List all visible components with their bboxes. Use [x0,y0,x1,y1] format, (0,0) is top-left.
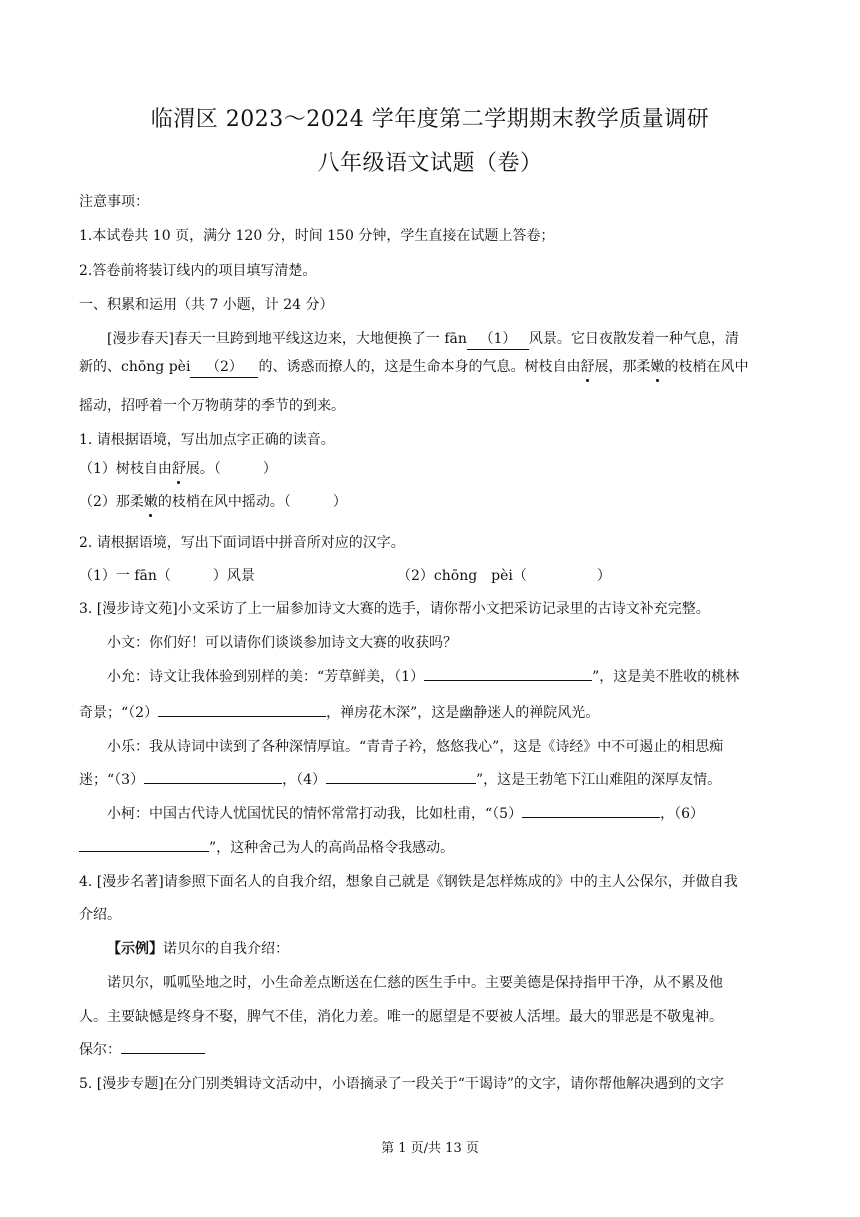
q3-xiaoke-text: ”，这种舍己为人的高尚品格令我感动。 [209,840,455,856]
q3-xiaoyun-line-1 [107,667,784,687]
blank-2: （2） [190,357,258,378]
answer-blank-5 [522,817,660,818]
q1-item-b-text: （2）那柔 [79,494,144,510]
notes-heading: 注意事项： [79,194,149,210]
q2-stem: 2. 请根据语境，写出下面词语中拼音所对应的汉字。 [79,535,405,551]
passage-text: 展，那柔 [594,359,651,375]
answer-blank-6 [79,851,209,852]
q1-item-a [79,459,784,479]
q3-xiaoyun-text: 奇景；“（2） [79,705,159,721]
passage-text: 风景。它日夜散发着一种气息，清 [528,331,739,347]
q4-example-heading [107,939,784,959]
q3-xiaoyun-text: ，禅房花木深”，这是幽静迷人的禅院风光。 [326,705,600,721]
passage-text: [漫步春天]春天一旦跨到地平线这边来，大地便换了一 fān [107,331,467,347]
q3-xiaoke-line-2 [79,838,784,858]
q4-example-line-2: 人。主要缺憾是终身不娶，脾气不佳，消化力差。唯一的愿望是不要被人活埋。最大的罪恶是不敬鬼神。 [79,1009,723,1025]
dotted-char: 嫩 [143,494,158,510]
q3-xiaowen: 小文：你们好！可以请你们谈谈参加诗文大赛的收获吗？ [107,635,457,651]
q5-stem-line-1: 5. [漫步专题]在分门别类辑诗文活动中，小语摘录了一段关于“干谒诗”的文字，请你帮他解决遇到的文字 [79,1076,725,1092]
q3-xiaoke-text: 小柯：中国古代诗人忧国忧民的情怀常常打动我，比如杜甫，“（5） [107,806,523,822]
dotted-char-shu: 舒 [580,359,595,375]
answer-blank-1 [424,680,592,681]
q3-xiaoke-text: ，（6） [660,806,704,822]
exam-subtitle: 八年级语文试题（卷） [317,151,543,176]
passage-text: 的、诱惑而撩人的，这是生命本身的气息。树枝自由 [258,359,581,375]
q1-item-a-answer: 展。（ ） [185,461,277,477]
passage-line-2 [79,357,784,378]
example-title: 诺贝尔的自我介绍： [163,941,289,957]
q3-xiaoyun-line-2 [79,703,784,723]
q3-stem: 3. [漫步诗文苑]小文采访了上一届参加诗文大赛的选手，请你帮小文把采访记录里的古诗文补充完整。 [79,601,710,617]
answer-blank-2 [158,716,326,717]
q1-stem: 1. 请根据语境，写出加点字正确的读音。 [79,432,335,448]
notes-item-1: 1.本试卷共 10 页，满分 120 分，时间 150 分钟，学生直接在试题上答卷； [79,228,555,244]
passage-line-3: 摇动，招呼着一个万物萌芽的季节的到来。 [79,398,345,414]
exam-title: 临渭区 2023～2024 学年度第二学期期末教学质量调研 [150,107,710,132]
q4-stem-line-1: 4. [漫步名著]请参照下面名人的自我介绍，想象自己就是《钢铁是怎样炼成的》中的主人公保尔，并做自我 [79,874,738,890]
q2-item-a: （1）一 fān（ ）风景 [79,568,255,584]
page-number: 第 1 页/共 13 页 [381,1141,479,1156]
q1-item-b-answer: 的枝梢在风中摇动。（ ） [157,494,347,510]
passage-text: 的枝梢在风中 [664,359,749,375]
q3-xiaole-text: ”，这是王勃笔下江山难阻的深厚友情。 [476,772,722,788]
passage-text: 新的、chōng pèi [79,359,191,375]
answer-blank-4 [326,783,476,784]
q3-xiaole-line-1: 小乐：我从诗词中读到了各种深情厚谊。“青青子衿，悠悠我心”，这是《诗经》中不可遏止的相思痴 [107,739,724,755]
q3-xiaoke-line-1 [107,804,784,824]
q4-stem-line-2: 介绍。 [79,907,121,923]
section1-heading: 一、积累和运用（共 7 小题，计 24 分） [79,297,334,313]
q2-items [79,566,784,586]
example-label: 【示例】 [107,941,163,957]
dotted-char: 舒 [171,461,186,477]
answer-blank-paul [121,1053,205,1054]
passage-line-1 [107,329,784,350]
q1-item-a-text: （1）树枝自由 [79,461,172,477]
answer-blank-3 [144,783,282,784]
paul-label: 保尔： [79,1042,121,1058]
dotted-char-nen: 嫩 [650,359,665,375]
q3-xiaoyun-text: 小允：诗文让我体验到别样的美：“芳草鲜美，（1） [107,669,425,685]
q3-xiaole-text: ，（4） [282,772,326,788]
q1-item-b [79,492,784,512]
blank-1: （1） [467,329,529,350]
q3-xiaole-text: 迷；“（3） [79,772,145,788]
q4-example-line-1: 诺贝尔，呱呱坠地之时，小生命差点断送在仁慈的医生手中。主要美德是保持指甲干净，从不累及他 [107,975,723,991]
notes-item-2: 2.答卷前将装订线内的项目填写清楚。 [79,263,317,279]
q3-xiaoyun-text: ”，这是美不胜收的桃林 [592,669,740,685]
q2-item-b: （2）chōng pèi（ ） [397,568,611,584]
q4-paul-answer [79,1040,784,1060]
q3-xiaole-line-2 [79,770,784,790]
